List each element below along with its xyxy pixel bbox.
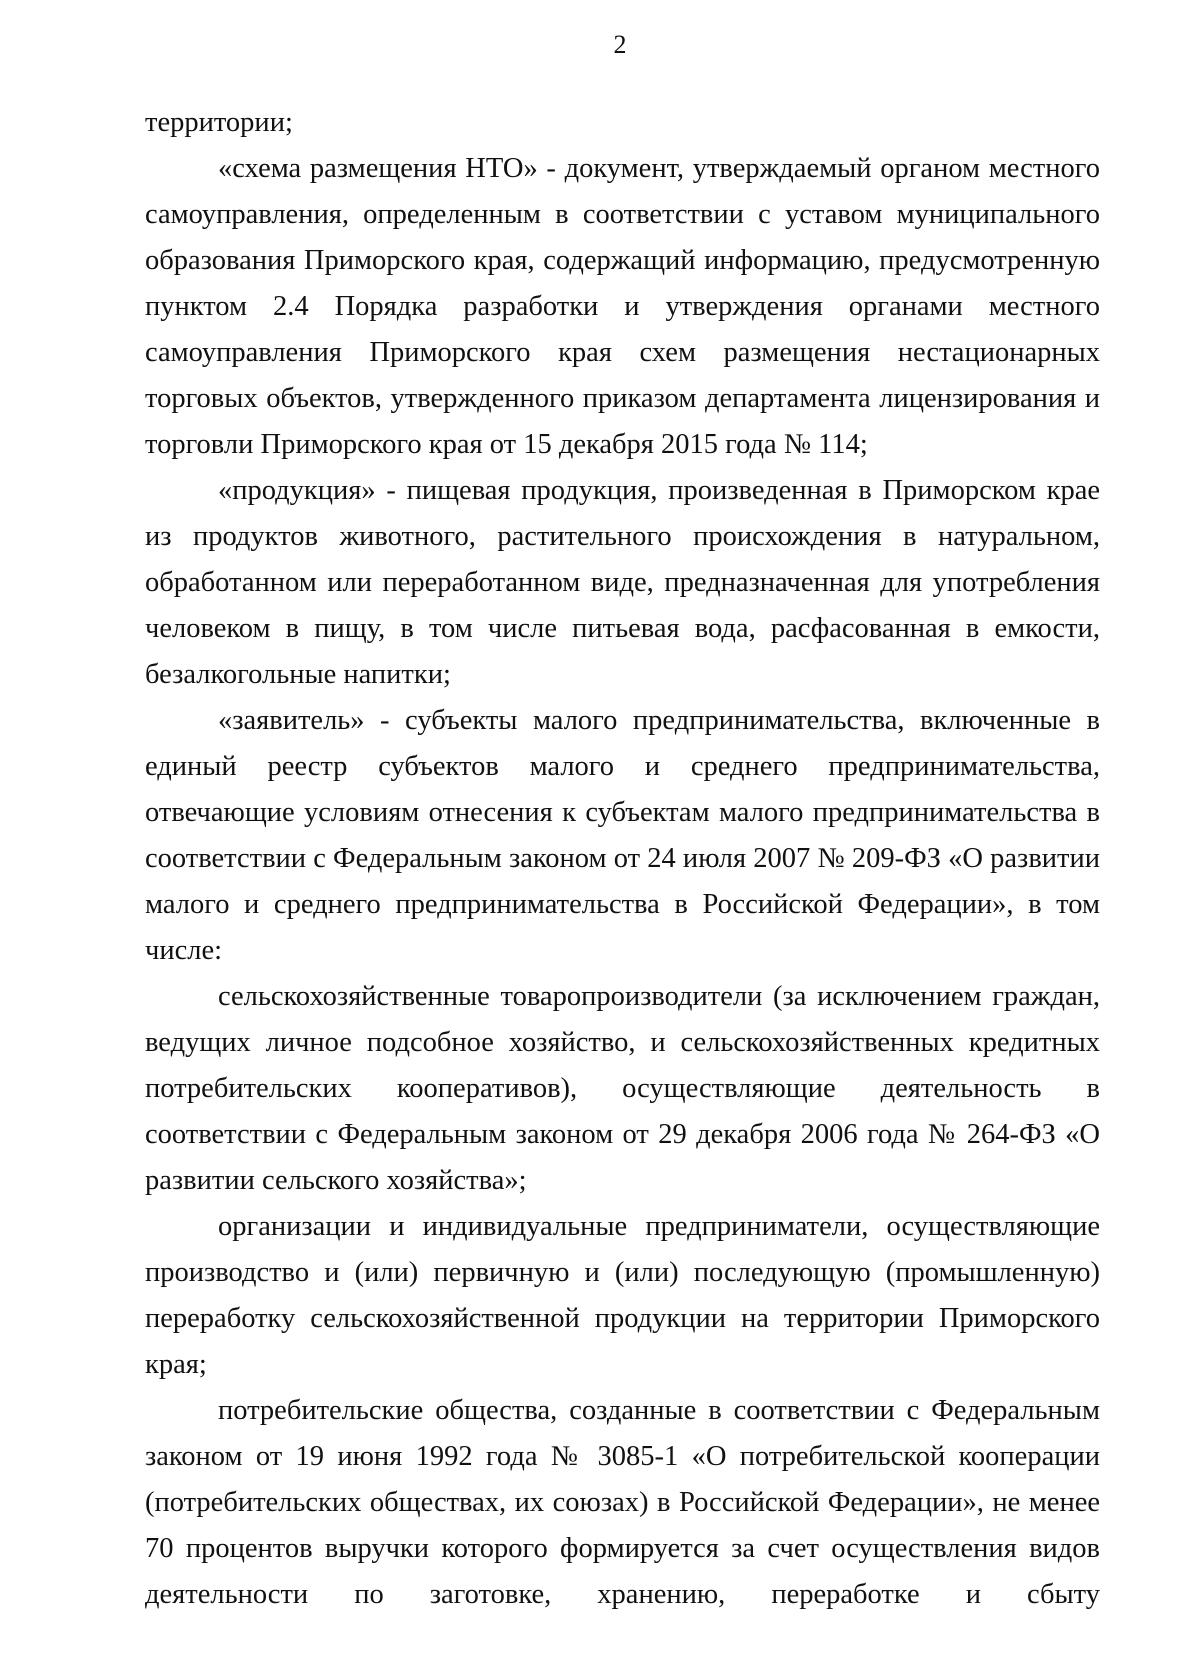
paragraph-organizations-entrepreneurs: организации и индивидуальные предприниматели, осуществляющие производство и (или) первичную и (или) последующую (промышленную) переработку сельскохозяйственной продукции на территории Приморского края; (145, 1211, 1100, 1380)
paragraph-nto-scheme-definition: «схема размещения НТО» - документ, утверждаемый органом местного самоуправления, определенным в соответствии с уставом муниципального образования Приморского края, содержащий информацию, предусмотренную пунктом 2.4 Порядка разработки и утверждения органами местного самоуправления Приморского края схем размещения нестационарных торговых объектов, утвержденного приказом департамента лицензирования и торговли Приморского края от 15 декабря 2015 года № 114; (145, 153, 1100, 460)
page-number: 2 (613, 30, 627, 59)
paragraph-territory-end: территории; (145, 107, 293, 138)
paragraph-products-definition: «продукция» - пищевая продукция, произведенная в Приморском крае из продуктов животного, растительного происхождения в натуральном, обработанном или переработанном виде, предназначенная для употребления человеком в пищу, в том числе питьевая вода, расфасованная в емкости, безалкогольные напитки; (145, 475, 1100, 690)
document-body (145, 100, 1100, 1618)
paragraph-consumer-societies: потребительские общества, созданные в соответствии с Федеральным законом от 19 июня 1992 года № 3085-1 «О потребительской кооперации (потребительских обществах, их союзах) в Российской Федерации», не менее 70 процентов выручки которого формируется за счет осуществления видов деятельности по заготовке, хранению, переработке и сбыту (145, 1395, 1100, 1610)
paragraph-agricultural-producers: сельскохозяйственные товаропроизводители (за исключением граждан, ведущих личное подсобное хозяйство, и сельскохозяйственных кредитных потребительских кооперативов), осуществляющие деятельность в соответствии с Федеральным законом от 29 декабря 2006 года № 264-ФЗ «О развитии сельского хозяйства»; (145, 981, 1100, 1196)
paragraph-applicant-definition: «заявитель» - субъекты малого предпринимательства, включенные в единый реестр субъектов малого и среднего предпринимательства, отвечающие условиям отнесения к субъектам малого предпринимательства в соответствии с Федеральным законом от 24 июля 2007 № 209-ФЗ «О развитии малого и среднего предпринимательства в Российской Федерации», в том числе: (145, 705, 1100, 966)
